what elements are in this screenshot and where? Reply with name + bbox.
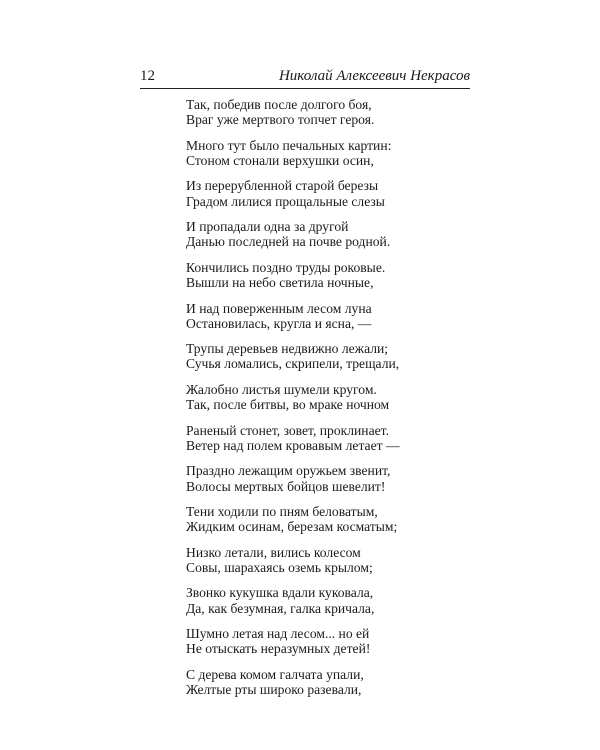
poem-line: Так, победив после долгого боя, xyxy=(186,97,372,112)
stanza xyxy=(186,463,476,493)
poem-line: Так, после битвы, во мраке ночном xyxy=(186,397,390,413)
poem-line: Градом лилися прощальные слезы xyxy=(186,193,385,209)
stanza xyxy=(186,138,476,168)
stanza xyxy=(186,382,476,412)
poem-line: И над поверженным лесом луна xyxy=(186,300,372,316)
poem-line: Жидким осинам, березам косматым; xyxy=(186,519,398,535)
poem-line: Трупы деревьев недвижно лежали; xyxy=(186,341,389,357)
poem-line: Волосы мертвых бойцов шевелит! xyxy=(186,478,386,494)
poem-line: С дерева комом галчата упали, xyxy=(186,666,364,682)
stanza xyxy=(186,97,476,127)
poem-line: Из перерубленной старой березы xyxy=(186,178,379,194)
poem-line: Низко летали, вились колесом xyxy=(186,544,361,560)
poem-line: Праздно лежащим оружьем звенит, xyxy=(186,463,391,479)
poem-line: Стоном стонали верхушки осин, xyxy=(186,152,374,168)
stanza xyxy=(186,504,476,534)
poem-line: Кончились поздно труды роковые. xyxy=(186,259,386,275)
poem-line: Жалобно листья шумели кругом. xyxy=(186,381,377,397)
poem-text xyxy=(186,97,476,708)
stanza xyxy=(186,667,476,697)
poem-line: Совы, шарахаясь оземь крылом; xyxy=(186,559,373,575)
stanza xyxy=(186,301,476,331)
poem-line: И пропадали одна за другой xyxy=(186,219,349,235)
running-title: Николай Алексеевич Некрасов xyxy=(278,68,470,84)
page-number: 12 xyxy=(140,68,155,84)
page-header xyxy=(140,66,470,89)
stanza xyxy=(186,178,476,208)
poem-line: Раненый стонет, зовет, проклинает. xyxy=(186,422,389,438)
poem-line: Желтые рты широко разевали, xyxy=(186,682,362,698)
poem-line: Звонко кукушка вдали куковала, xyxy=(186,585,374,601)
poem-line: Ветер над полем кровавым летает — xyxy=(186,437,400,453)
poem-line: Вышли на небо светила ночные, xyxy=(186,275,374,291)
stanza xyxy=(186,585,476,615)
stanza xyxy=(186,423,476,453)
poem-line: Не отыскать неразумных детей! xyxy=(186,641,371,657)
poem-line: Данью последней на почве родной. xyxy=(186,234,391,250)
poem-line: Сучья ломались, скрипели, трещали, xyxy=(186,356,400,372)
poem-line: Шумно летая над лесом... но ей xyxy=(186,626,370,642)
stanza xyxy=(186,260,476,290)
poem-line: Враг уже мертвого топчет героя. xyxy=(186,112,375,128)
poem-line: Остановилась, кругла и ясна, — xyxy=(186,315,372,331)
stanza xyxy=(186,219,476,249)
stanza xyxy=(186,341,476,371)
stanza xyxy=(186,545,476,575)
stanza xyxy=(186,626,476,656)
poem-line: Тени ходили по пням беловатым, xyxy=(186,504,378,520)
poem-line: Много тут было печальных картин: xyxy=(186,137,392,153)
poem-line: Да, как безумная, галка кричала, xyxy=(186,600,375,616)
